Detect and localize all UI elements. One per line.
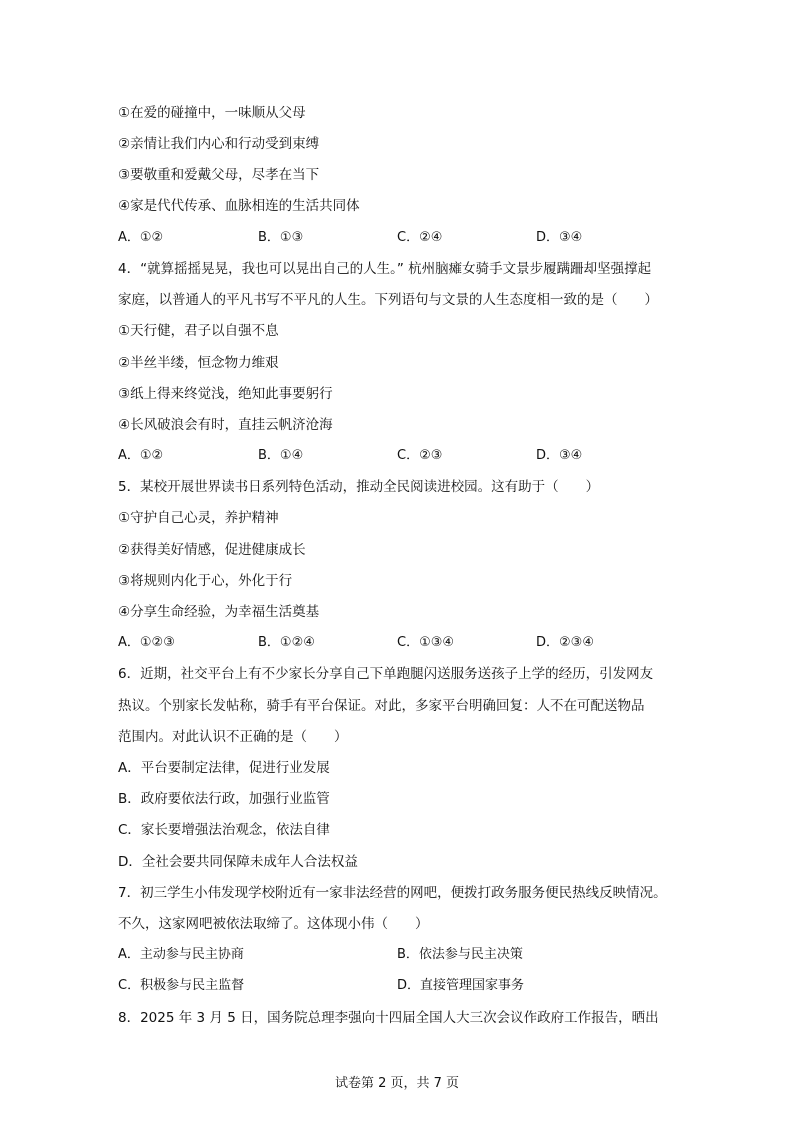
- q6-stem-line-2: 热议。个别家长发帖称，骑手有平台保证。对此，多家平台明确回复：人不在可配送物品: [118, 698, 645, 714]
- q4-option-c: C．②③: [397, 448, 443, 463]
- q3-option-d: D．③④: [536, 230, 583, 245]
- q3-statement-4: ④家是代代传承、血脉相连的生活共同体: [118, 198, 360, 214]
- q5-stem-line-1: 5．某校开展世界读书日系列特色活动，推动全民阅读进校园。这有助于（ ）: [118, 479, 600, 495]
- q4-option-a: A．①②: [118, 448, 164, 463]
- q6-option-d: D．全社会要共同保障未成年人合法权益: [118, 854, 358, 870]
- q5-statement-3: ③将规则内化于心，外化于行: [118, 573, 293, 589]
- q3-option-a: A．①②: [118, 230, 164, 245]
- q5-option-d: D．②③④: [536, 635, 594, 650]
- q5-statement-4: ④分享生命经验，为幸福生活奠基: [118, 604, 320, 620]
- q8-stem-line-1: 8．2025 年 3 月 5 日，国务院总理李强向十四届全国人大三次会议作政府工作报告，晒出: [118, 1010, 659, 1026]
- q3-statement-2: ②亲情让我们内心和行动受到束缚: [118, 136, 320, 152]
- q4-statement-3: ③纸上得来终觉浅，绝知此事要躬行: [118, 386, 333, 402]
- q5-statement-2: ②获得美好情感，促进健康成长: [118, 542, 306, 558]
- q6-option-a: A．平台要制定法律，促进行业发展: [118, 760, 330, 776]
- q6-option-b: B．政府要依法行政，加强行业监管: [118, 791, 330, 807]
- q4-option-d: D．③④: [536, 448, 583, 463]
- q7-option-b: B．依法参与民主决策: [397, 947, 523, 962]
- q4-statement-2: ②半丝半缕，恒念物力维艰: [118, 355, 279, 371]
- q7-stem-line-1: 7．初三学生小伟发现学校附近有一家非法经营的网吧，便拨打政务服务便民热线反映情况。: [118, 885, 667, 901]
- q6-stem-line-3: 范围内。对此认识不正确的是（ ）: [118, 729, 348, 745]
- q5-option-a: A．①②③: [118, 635, 175, 650]
- q4-option-b: B．①④: [258, 448, 304, 463]
- q3-statement-3: ③要敬重和爱戴父母，尽孝在当下: [118, 167, 320, 183]
- q5-option-b: B．①②④: [258, 635, 315, 650]
- q4-stem-line-1: 4．“就算摇摇晃晃，我也可以晃出自己的人生。” 杭州脑瘫女骑手文景步履蹒跚却坚强撑起: [118, 261, 652, 277]
- q4-statement-1: ①天行健，君子以自强不息: [118, 323, 279, 339]
- q4-stem-line-2: 家庭，以普通人的平凡书写不平凡的人生。下列语句与文景的人生态度相一致的是（ ）: [118, 292, 658, 308]
- q6-option-c: C．家长要增强法治观念，依法自律: [118, 822, 330, 838]
- page-footer: 试卷第 2 页，共 7 页: [334, 1076, 460, 1091]
- q6-stem-line-1: 6．近期，社交平台上有不少家长分享自己下单跑腿闪送服务送孩子上学的经历，引发网友: [118, 666, 654, 682]
- q7-option-c: C．积极参与民主监督: [118, 978, 245, 993]
- q7-option-a: A．主动参与民主协商: [118, 947, 244, 962]
- q3-option-c: C．②④: [397, 230, 443, 245]
- q5-option-c: C．①③④: [397, 635, 455, 650]
- q7-stem-line-2: 不久，这家网吧被依法取缔了。这体现小伟（ ）: [118, 916, 429, 932]
- q5-statement-1: ①守护自己心灵，养护精神: [118, 510, 279, 526]
- q3-statement-1: ①在爱的碰撞中，一味顺从父母: [118, 105, 306, 121]
- q4-statement-4: ④长风破浪会有时，直挂云帆济沧海: [118, 417, 333, 433]
- q3-option-b: B．①③: [258, 230, 304, 245]
- q7-option-d: D．直接管理国家事务: [397, 978, 525, 993]
